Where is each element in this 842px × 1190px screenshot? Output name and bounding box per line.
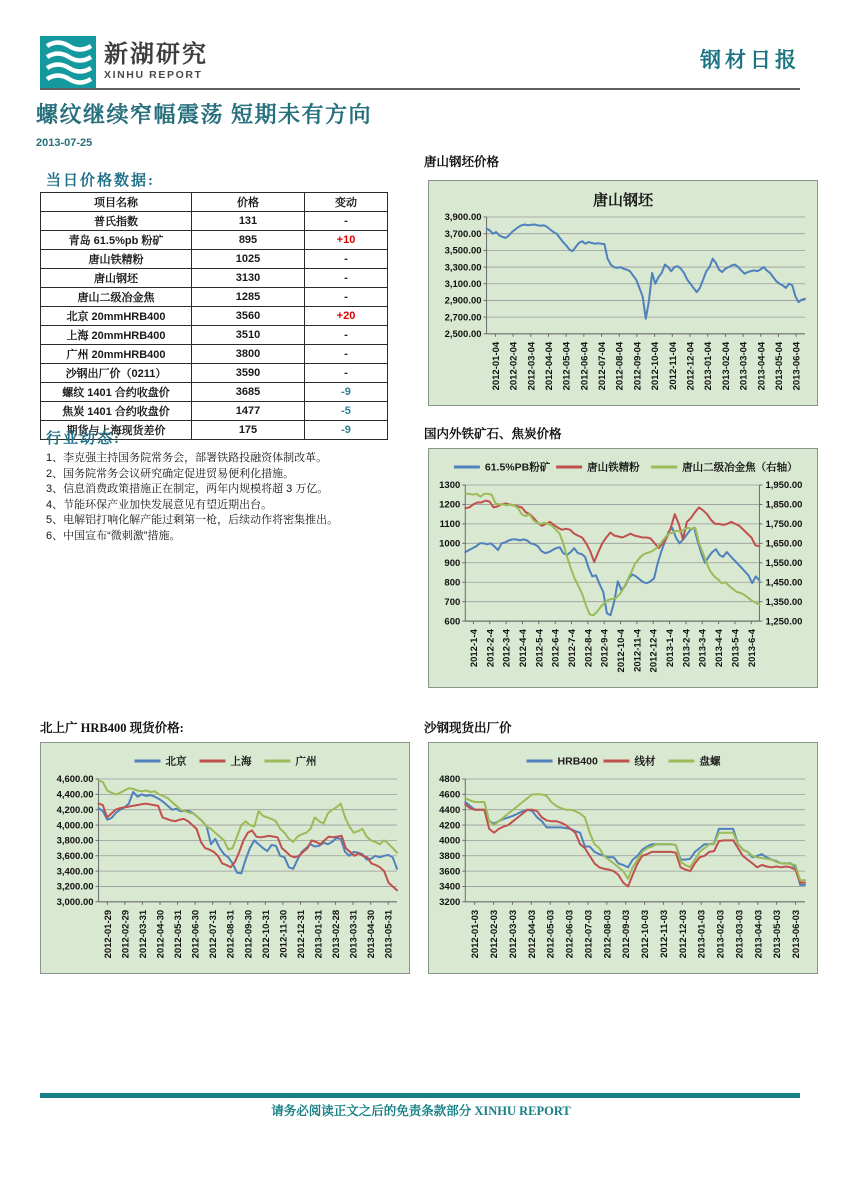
svg-text:2,900.00: 2,900.00 <box>444 295 482 307</box>
item-name-cell: 沙钢出厂价（0211） <box>41 364 192 383</box>
svg-text:北京: 北京 <box>165 755 187 768</box>
item-name-cell: 广州 20mmHRB400 <box>41 345 192 364</box>
svg-text:3,700.00: 3,700.00 <box>444 228 482 240</box>
shagang-exfactory-chart <box>428 742 818 974</box>
svg-text:2012-05-31: 2012-05-31 <box>173 909 185 959</box>
svg-text:唐山二级冶金焦（右轴）: 唐山二级冶金焦（右轴） <box>682 461 798 474</box>
table-row <box>41 383 388 402</box>
svg-text:2012-8-4: 2012-8-4 <box>583 629 595 668</box>
svg-text:2012-05-04: 2012-05-04 <box>561 341 573 391</box>
svg-text:2012-7-4: 2012-7-4 <box>567 629 579 668</box>
wave-logo-icon <box>40 36 96 88</box>
ore-coke-chart <box>428 448 818 688</box>
svg-text:600: 600 <box>444 616 461 628</box>
header-divider <box>40 88 800 90</box>
svg-text:2013-02-04: 2013-02-04 <box>720 341 732 391</box>
svg-text:1,250.00: 1,250.00 <box>765 616 803 628</box>
svg-text:2013-4-4: 2013-4-4 <box>714 629 726 668</box>
svg-text:2013-1-4: 2013-1-4 <box>665 629 677 668</box>
svg-text:4000: 4000 <box>439 835 461 847</box>
svg-text:2012-10-04: 2012-10-04 <box>650 341 662 391</box>
svg-text:1,650.00: 1,650.00 <box>765 538 803 550</box>
svg-text:2013-05-03: 2013-05-03 <box>772 909 784 959</box>
svg-text:2012-05-03: 2012-05-03 <box>545 909 557 959</box>
svg-text:2012-08-04: 2012-08-04 <box>614 341 626 391</box>
table-row <box>41 231 388 250</box>
svg-text:2012-09-03: 2012-09-03 <box>621 909 633 959</box>
svg-text:2013-04-30: 2013-04-30 <box>366 909 378 959</box>
svg-text:4,000.00: 4,000.00 <box>56 820 94 832</box>
svg-text:2012-07-04: 2012-07-04 <box>597 341 609 391</box>
svg-text:3,200.00: 3,200.00 <box>56 881 94 893</box>
svg-text:2012-11-30: 2012-11-30 <box>278 909 290 958</box>
price-cell: 3590 <box>192 364 305 383</box>
change-cell: - <box>305 269 388 288</box>
company-logo <box>40 36 208 88</box>
svg-text:61.5%PB粉矿: 61.5%PB粉矿 <box>484 461 551 474</box>
change-cell: - <box>305 345 388 364</box>
svg-text:2012-01-03: 2012-01-03 <box>470 909 482 959</box>
svg-text:2013-05-31: 2013-05-31 <box>383 909 395 959</box>
svg-text:3400: 3400 <box>439 881 461 893</box>
table-row <box>41 402 388 421</box>
svg-text:3800: 3800 <box>439 850 461 862</box>
price-cell: 3130 <box>192 269 305 288</box>
svg-text:2012-04-04: 2012-04-04 <box>543 341 555 391</box>
svg-text:3,400.00: 3,400.00 <box>56 866 94 878</box>
svg-text:2012-10-4: 2012-10-4 <box>616 629 628 673</box>
svg-text:700: 700 <box>444 596 461 608</box>
price-cell: 1025 <box>192 250 305 269</box>
svg-text:2012-03-03: 2012-03-03 <box>507 909 519 959</box>
svg-text:2012-6-4: 2012-6-4 <box>550 629 562 668</box>
news-item: 4、节能环保产业加快发展意见有望近期出台。 <box>46 498 273 511</box>
item-name-cell: 上海 20mmHRB400 <box>41 326 192 345</box>
col-header-change: 变动 <box>305 193 388 212</box>
price-table-heading: 当日价格数据: <box>46 173 155 189</box>
change-cell: - <box>305 326 388 345</box>
item-name-cell: 唐山钢坯 <box>41 269 192 288</box>
svg-text:3200: 3200 <box>439 897 461 908</box>
change-cell: - <box>305 288 388 307</box>
price-cell: 3510 <box>192 326 305 345</box>
change-cell: +20 <box>305 307 388 326</box>
svg-text:3,500.00: 3,500.00 <box>444 245 482 257</box>
svg-text:4800: 4800 <box>439 774 461 786</box>
item-name-cell: 焦炭 1401 合约收盘价 <box>41 402 192 421</box>
svg-text:2013-05-04: 2013-05-04 <box>773 341 785 391</box>
svg-text:2012-04-30: 2012-04-30 <box>155 909 167 959</box>
table-row <box>41 269 388 288</box>
svg-text:4,400.00: 4,400.00 <box>56 789 94 801</box>
industry-news-list <box>46 451 402 545</box>
svg-text:2012-3-4: 2012-3-4 <box>501 629 513 668</box>
svg-text:2013-3-4: 2013-3-4 <box>697 629 709 668</box>
svg-text:2012-12-4: 2012-12-4 <box>648 629 660 673</box>
item-name-cell: 青岛 61.5%pb 粉矿 <box>41 231 192 250</box>
svg-text:2012-08-31: 2012-08-31 <box>225 909 237 959</box>
price-cell: 895 <box>192 231 305 250</box>
svg-text:2,700.00: 2,700.00 <box>444 312 482 324</box>
col-header-price: 价格 <box>192 193 305 212</box>
price-cell: 175 <box>192 421 305 440</box>
svg-text:2013-03-04: 2013-03-04 <box>738 341 750 391</box>
svg-text:2012-03-04: 2012-03-04 <box>526 341 538 391</box>
svg-text:2012-06-03: 2012-06-03 <box>564 909 576 959</box>
svg-text:2012-02-29: 2012-02-29 <box>120 909 132 959</box>
shagang-exfactory-chart-canvas <box>429 743 817 973</box>
svg-text:2012-12-31: 2012-12-31 <box>295 909 307 959</box>
svg-text:2012-10-31: 2012-10-31 <box>260 909 272 959</box>
price-cell: 3800 <box>192 345 305 364</box>
svg-text:2012-08-03: 2012-08-03 <box>602 909 614 959</box>
svg-text:2012-02-04: 2012-02-04 <box>508 341 520 391</box>
item-name-cell: 唐山二级冶金焦 <box>41 288 192 307</box>
svg-text:1200: 1200 <box>439 499 461 511</box>
svg-text:3,000.00: 3,000.00 <box>56 897 94 908</box>
svg-text:2013-04-03: 2013-04-03 <box>753 909 765 959</box>
chart-label-hrb400-spot: 北上广 HRB400 现货价格: <box>40 721 184 735</box>
svg-text:2013-5-4: 2013-5-4 <box>730 629 742 668</box>
logo-title: 新湖研究 <box>104 41 208 69</box>
svg-text:上海: 上海 <box>230 755 252 768</box>
change-cell: -9 <box>305 383 388 402</box>
svg-text:1,550.00: 1,550.00 <box>765 557 803 569</box>
svg-text:2012-11-04: 2012-11-04 <box>667 341 679 390</box>
svg-text:2012-03-31: 2012-03-31 <box>137 909 149 959</box>
svg-text:2012-12-04: 2012-12-04 <box>685 341 697 391</box>
svg-text:3600: 3600 <box>439 866 461 878</box>
svg-text:1,750.00: 1,750.00 <box>765 519 803 531</box>
chart-label-ore-coke: 国内外铁矿石、焦炭价格 <box>424 427 562 441</box>
item-name-cell: 期货与上海现货差价 <box>41 421 192 440</box>
change-cell: -9 <box>305 421 388 440</box>
svg-text:HRB400: HRB400 <box>557 755 598 768</box>
page-title: 螺纹继续窄幅震荡 短期未有方向 <box>36 102 373 127</box>
footer-disclaimer: 请务必阅读正文之后的免责条款部分 XINHU REPORT <box>271 1104 571 1118</box>
item-name-cell: 螺纹 1401 合约收盘价 <box>41 383 192 402</box>
svg-text:线材: 线材 <box>634 755 656 768</box>
svg-text:2013-6-4: 2013-6-4 <box>746 629 758 668</box>
svg-text:2012-01-29: 2012-01-29 <box>102 909 114 959</box>
svg-text:2012-02-03: 2012-02-03 <box>489 909 501 959</box>
item-name-cell: 普氏指数 <box>41 212 192 231</box>
hrb400-spot-chart <box>40 742 410 974</box>
svg-text:4200: 4200 <box>439 820 461 832</box>
svg-text:2013-2-4: 2013-2-4 <box>681 629 693 668</box>
svg-text:2013-01-04: 2013-01-04 <box>703 341 715 391</box>
table-row <box>41 326 388 345</box>
svg-text:2013-03-03: 2013-03-03 <box>734 909 746 959</box>
svg-text:2012-04-03: 2012-04-03 <box>526 909 538 959</box>
svg-text:1,450.00: 1,450.00 <box>765 577 803 589</box>
price-cell: 1477 <box>192 402 305 421</box>
change-cell: - <box>305 364 388 383</box>
svg-text:唐山钢坯: 唐山钢坯 <box>592 192 654 209</box>
news-item: 2、国务院常务会议研究确定促进贸易便利化措施。 <box>46 467 295 480</box>
table-row <box>41 345 388 364</box>
svg-text:4,600.00: 4,600.00 <box>56 774 94 786</box>
news-item: 1、李克强主持国务院常务会，部署铁路投融资体制改革。 <box>46 452 328 464</box>
svg-text:2013-06-04: 2013-06-04 <box>791 341 803 391</box>
change-cell: - <box>305 250 388 269</box>
table-row <box>41 288 388 307</box>
change-cell: -5 <box>305 402 388 421</box>
svg-text:900: 900 <box>444 557 461 569</box>
svg-text:2013-02-03: 2013-02-03 <box>715 909 727 959</box>
svg-text:2012-06-04: 2012-06-04 <box>579 341 591 391</box>
svg-text:2013-03-31: 2013-03-31 <box>348 909 360 959</box>
svg-text:2012-12-03: 2012-12-03 <box>677 909 689 959</box>
svg-text:2012-09-04: 2012-09-04 <box>632 341 644 391</box>
svg-text:4400: 4400 <box>439 804 461 816</box>
news-item: 5、电解铝打响化解产能过剩第一枪，后续动作将密集推出。 <box>46 514 339 527</box>
table-row <box>41 307 388 326</box>
svg-text:2012-06-30: 2012-06-30 <box>190 909 202 959</box>
svg-text:2013-04-04: 2013-04-04 <box>756 341 768 391</box>
svg-text:1000: 1000 <box>439 538 461 550</box>
price-cell: 3685 <box>192 383 305 402</box>
svg-text:800: 800 <box>444 577 461 589</box>
svg-text:2012-4-4: 2012-4-4 <box>517 629 529 668</box>
svg-text:盘螺: 盘螺 <box>699 755 721 768</box>
news-heading: 行业动态: <box>46 431 121 447</box>
table-row <box>41 364 388 383</box>
chart-label-shagang: 沙钢现货出厂价 <box>424 721 512 735</box>
col-header-item: 项目名称 <box>41 193 192 212</box>
svg-text:2012-1-4: 2012-1-4 <box>468 629 480 668</box>
tangshan-billet-chart <box>428 180 818 406</box>
table-row <box>41 212 388 231</box>
svg-text:1,850.00: 1,850.00 <box>765 499 803 511</box>
ore-coke-chart-canvas <box>429 449 817 687</box>
svg-text:2012-11-03: 2012-11-03 <box>658 909 670 958</box>
news-item: 3、信息消费政策措施正在制定，两年内规模将超 3 万亿。 <box>46 483 329 496</box>
report-date: 2013-07-25 <box>36 137 93 149</box>
svg-text:3,100.00: 3,100.00 <box>444 278 482 290</box>
svg-text:4600: 4600 <box>439 789 461 801</box>
svg-text:1100: 1100 <box>439 519 461 531</box>
svg-text:4,200.00: 4,200.00 <box>56 804 94 816</box>
change-cell: +10 <box>305 231 388 250</box>
svg-text:唐山铁精粉: 唐山铁精粉 <box>587 461 640 474</box>
item-name-cell: 唐山铁精粉 <box>41 250 192 269</box>
change-cell: - <box>305 212 388 231</box>
svg-text:2012-11-4: 2012-11-4 <box>632 629 644 672</box>
svg-text:3,900.00: 3,900.00 <box>444 212 482 224</box>
item-name-cell: 北京 20mmHRB400 <box>41 307 192 326</box>
table-header-row <box>41 193 388 212</box>
svg-text:1,950.00: 1,950.00 <box>765 480 803 492</box>
price-cell: 3560 <box>192 307 305 326</box>
price-cell: 1285 <box>192 288 305 307</box>
footer-divider-bar <box>40 1093 800 1098</box>
price-cell: 131 <box>192 212 305 231</box>
svg-text:3,300.00: 3,300.00 <box>444 262 482 274</box>
svg-text:2013-06-03: 2013-06-03 <box>791 909 803 959</box>
svg-text:2012-09-30: 2012-09-30 <box>243 909 255 959</box>
tangshan-billet-chart-canvas <box>429 181 817 405</box>
svg-text:2012-07-03: 2012-07-03 <box>583 909 595 959</box>
svg-text:2012-5-4: 2012-5-4 <box>534 629 546 668</box>
news-item: 6、中国宣布“微刺激”措施。 <box>46 529 181 542</box>
table-row <box>41 250 388 269</box>
svg-text:广州: 广州 <box>295 755 317 768</box>
svg-text:2013-02-28: 2013-02-28 <box>331 909 343 959</box>
svg-text:2012-01-04: 2012-01-04 <box>490 341 502 391</box>
svg-text:2013-01-31: 2013-01-31 <box>313 909 325 959</box>
svg-text:2,500.00: 2,500.00 <box>444 329 482 340</box>
svg-text:2012-10-03: 2012-10-03 <box>640 909 652 959</box>
svg-text:2012-9-4: 2012-9-4 <box>599 629 611 668</box>
svg-text:2013-01-03: 2013-01-03 <box>696 909 708 959</box>
svg-text:2012-2-4: 2012-2-4 <box>485 629 497 668</box>
svg-text:1,350.00: 1,350.00 <box>765 596 803 608</box>
daily-price-table <box>40 192 388 440</box>
logo-subtitle: XINHU REPORT <box>104 69 203 82</box>
svg-text:1300: 1300 <box>439 480 461 492</box>
chart-label-tangshan-billet: 唐山钢坯价格 <box>424 155 500 169</box>
hrb400-spot-chart-canvas <box>41 743 409 973</box>
svg-text:3,600.00: 3,600.00 <box>56 850 94 862</box>
svg-text:3,800.00: 3,800.00 <box>56 835 94 847</box>
report-type-label: 钢材日报 <box>700 48 800 72</box>
svg-text:2012-07-31: 2012-07-31 <box>208 909 220 959</box>
